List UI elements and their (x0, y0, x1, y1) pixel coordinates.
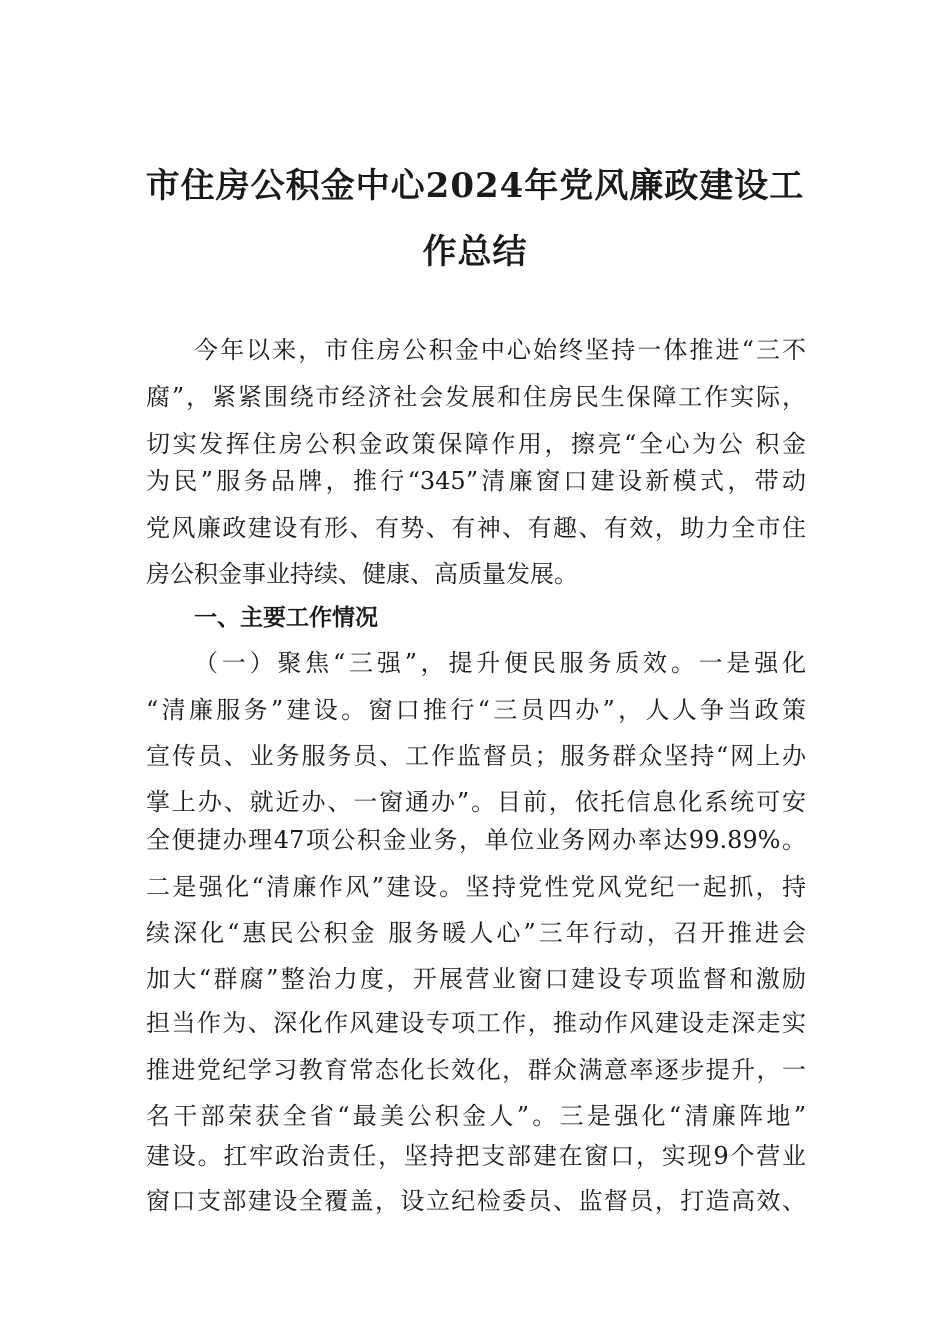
paragraph-line: 续深化“惠民公积金 服务暖人心”三年行动，召开推进会 (146, 919, 806, 947)
paragraph-line: 为民”服务品牌，推行“345”清廉窗口建设新模式，带动 (146, 467, 806, 495)
paragraph-line: 切实发挥住房公积金政策保障作用，擦亮“全心为公 积金 (146, 430, 806, 458)
paragraph-line: （一）聚焦“三强”，提升便民服务质效。一是强化 (194, 649, 806, 677)
document-title-line-2: 作总结 (422, 232, 528, 272)
paragraph-line: “清廉服务”建设。窗口推行“三员四办”，人人争当政策 (146, 696, 806, 724)
document-title-line-1: 市住房公积金中心2024年党风廉政建设工 (145, 166, 805, 206)
paragraph-line: 加大“群腐”整治力度，开展营业窗口建设专项监督和激励 (146, 965, 806, 993)
paragraph-line: 今年以来，市住房公积金中心始终坚持一体推进“三不 (194, 336, 806, 364)
paragraph-line: 建设。扛牢政治责任，坚持把支部建在窗口，实现9个营业 (146, 1142, 806, 1170)
paragraph-line: 推进党纪学习教育常态化长效化，群众满意率逐步提升，一 (146, 1056, 806, 1084)
paragraph-line: 房公积金事业持续、健康、高质量发展。 (146, 560, 578, 588)
paragraph-line: 党风廉政建设有形、有势、有神、有趣、有效，助力全市住 (146, 514, 806, 542)
paragraph-line: 腐”，紧紧围绕市经济社会发展和住房民生保障工作实际， (146, 383, 806, 411)
paragraph-line: 全便捷办理47项公积金业务，单位业务网办率达99.89%。 (146, 826, 806, 854)
paragraph-line: 二是强化“清廉作风”建设。坚持党性党风党纪一起抓，持 (146, 873, 806, 901)
paragraph-line: 宣传员、业务服务员、工作监督员；服务群众坚持“网上办 (146, 742, 806, 770)
paragraph-line: 掌上办、就近办、一窗通办”。目前，依托信息化系统可安 (146, 788, 806, 816)
paragraph-line: 名干部荣获全省“最美公积金人”。三是强化“清廉阵地” (146, 1102, 806, 1130)
paragraph-line: 担当作为、深化作风建设专项工作，推动作风建设走深走实 (146, 1009, 806, 1037)
paragraph-line: 窗口支部建设全覆盖，设立纪检委员、监督员，打造高效、 (146, 1187, 806, 1215)
section-heading: 一、主要工作情况 (194, 605, 378, 631)
